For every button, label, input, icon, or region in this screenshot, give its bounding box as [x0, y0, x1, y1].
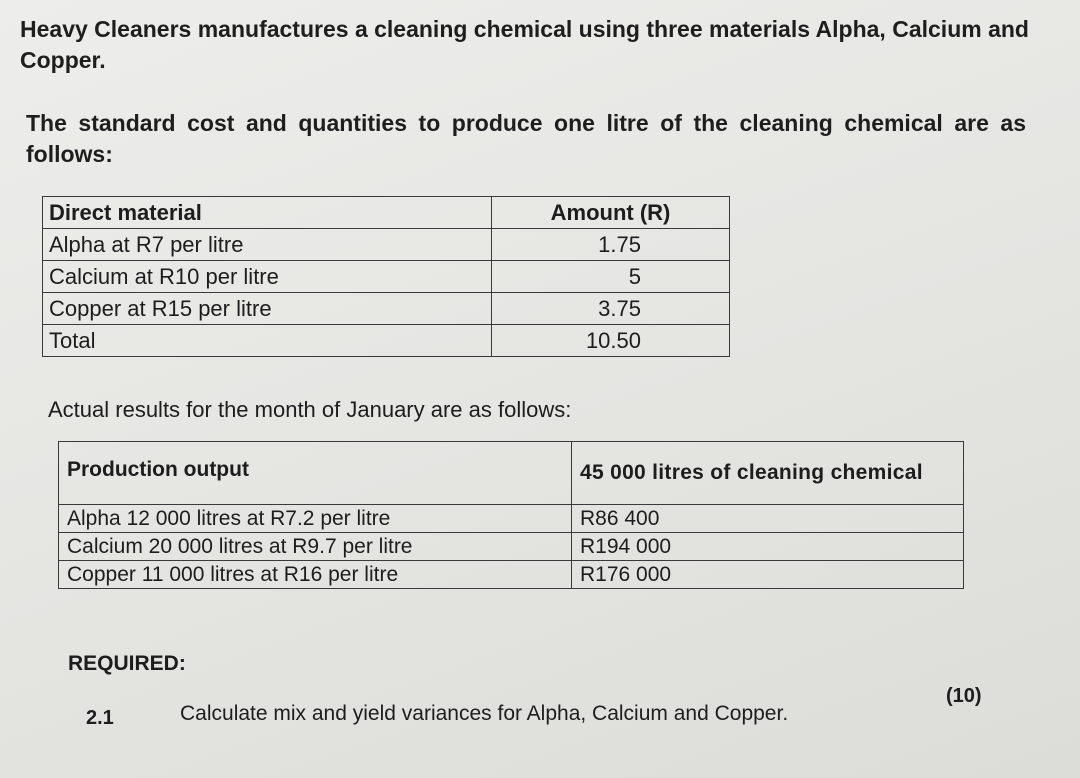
table-row — [43, 293, 730, 325]
material-usage-cell: Calcium 20 000 litres at R9.7 per litre — [59, 533, 572, 561]
header-direct-material: Direct material — [43, 197, 492, 229]
table-row — [43, 229, 730, 261]
material-cost-cell: R176 000 — [572, 561, 964, 589]
table-header-row — [43, 197, 730, 229]
amount-cell: 3.75 — [492, 293, 730, 325]
material-cell: Alpha at R7 per litre — [43, 229, 492, 261]
intro-paragraph: Heavy Cleaners manufactures a cleaning chemical using three materials Alpha, Calcium and Copper. — [20, 16, 1029, 73]
production-output-value: 45 000 litres of cleaning chemical — [572, 442, 964, 505]
header-amount: Amount (R) — [492, 197, 730, 229]
question-text: Calculate mix and yield variances for Alpha, Calcium and Copper. — [180, 702, 789, 725]
actual-results-table — [58, 441, 964, 589]
table-row — [43, 261, 730, 293]
table-row — [59, 505, 964, 533]
material-usage-cell: Copper 11 000 litres at R16 per litre — [59, 561, 572, 589]
amount-cell: 10.50 — [492, 325, 730, 357]
amount-cell: 1.75 — [492, 229, 730, 261]
actual-results-heading: Actual results for the month of January are as follows: — [48, 397, 572, 422]
material-usage-cell: Alpha 12 000 litres at R7.2 per litre — [59, 505, 572, 533]
standard-cost-table — [42, 196, 730, 357]
question-marks: (10) — [946, 685, 982, 707]
table-row — [59, 561, 964, 589]
material-cell: Copper at R15 per litre — [43, 293, 492, 325]
production-output-label: Production output — [59, 442, 572, 505]
material-cost-cell: R194 000 — [572, 533, 964, 561]
production-output-row — [59, 442, 964, 505]
table-row-total — [43, 325, 730, 357]
amount-cell: 5 — [492, 261, 730, 293]
material-cell: Calcium at R10 per litre — [43, 261, 492, 293]
material-cost-cell: R86 400 — [572, 505, 964, 533]
required-heading: REQUIRED: — [68, 652, 186, 675]
material-cell: Total — [43, 325, 492, 357]
standard-intro-paragraph: The standard cost and quantities to produce one litre of the cleaning chemical are as follows: — [26, 110, 1026, 167]
question-number: 2.1 — [86, 707, 114, 729]
table-row — [59, 533, 964, 561]
